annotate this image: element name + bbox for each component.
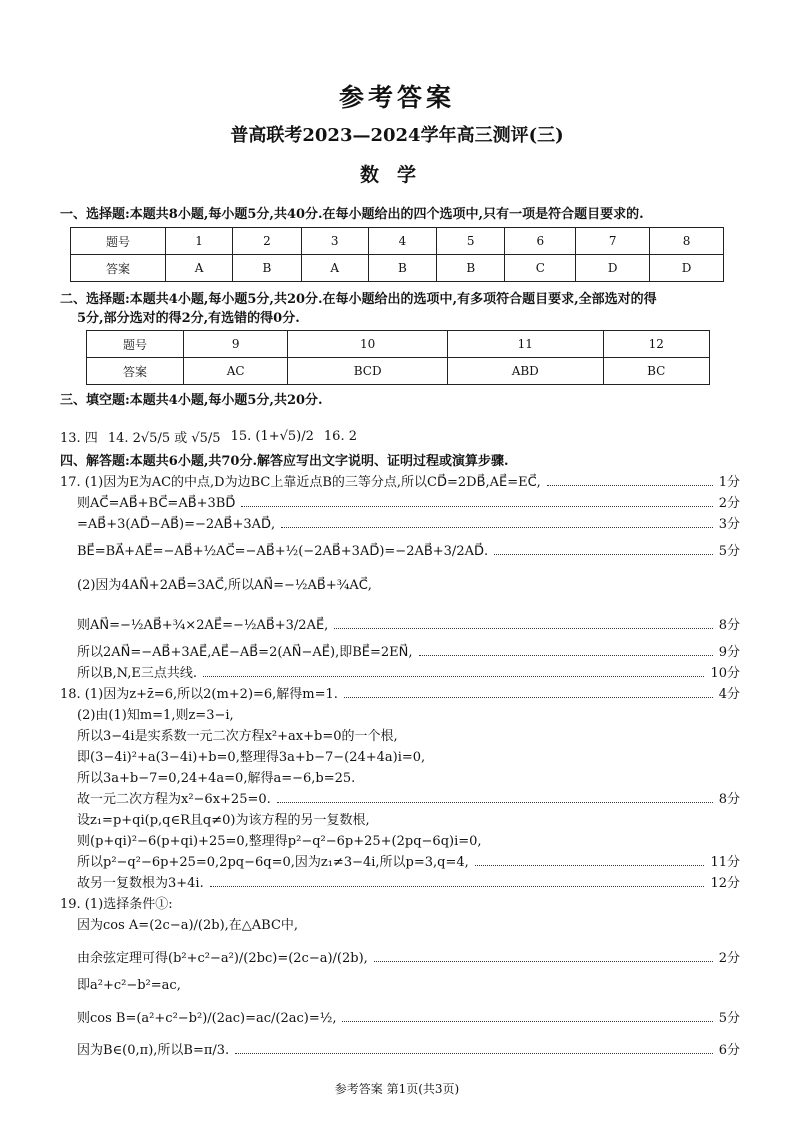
solution-line (77, 514, 740, 536)
dot-leader (374, 961, 713, 962)
table-cell: 11 (447, 331, 603, 358)
solution-text: BE⃗=BA⃗+AE⃗=−AB⃗+½AC⃗=−AB⃗+½(−2AB⃗+3AD⃗)=−2AB⃗+3/2AD⃗. (77, 544, 489, 559)
solution-line (77, 1040, 740, 1062)
solution-line (77, 831, 740, 853)
exam-subtitle: 普高联考2023—2024学年高三测评(三) (230, 125, 564, 146)
dot-leader (547, 485, 713, 486)
table-cell: B (368, 255, 436, 282)
solution-text: (2)由(1)知m=1,则z=3−i, (77, 708, 234, 723)
table-row (87, 331, 710, 358)
dot-leader (344, 697, 713, 698)
answer-14: 14. 2√5/5 或 √5/5 (107, 430, 221, 446)
table-cell: 9 (184, 331, 288, 358)
solution-line (77, 726, 740, 748)
section4-heading: 四、解答题:本题共6小题,共70分.解答应写出文字说明、证明过程或演算步骤. (60, 454, 509, 469)
table-row (71, 228, 724, 255)
dot-leader (342, 1021, 712, 1022)
solution-text: 即(3−4i)²+a(3−4i)+b=0,整理得3a+b−7−(24+4a)i=0, (77, 750, 426, 765)
solution-line (77, 663, 740, 685)
section2-heading-line1: 二、选择题:本题共4小题,每小题5分,共20分.在每小题给出的选项中,有多项符合题目要求,全部选对的得 (60, 292, 657, 307)
score-points: 6分 (718, 1043, 740, 1058)
table-cell: D (650, 255, 724, 282)
solution-text: 由余弦定理可得(b²+c²−a²)/(2bc)=(2c−a)/(2b), (77, 951, 368, 966)
fill-blank-answers (60, 422, 357, 450)
score-points: 3分 (718, 517, 740, 532)
solution-text: 故一元二次方程为x²−6x+25=0. (77, 792, 271, 807)
table-cell: 题号 (87, 331, 184, 358)
score-points: 9分 (718, 645, 740, 660)
table-cell: B (233, 255, 301, 282)
solution-text: 18. (1)因为z+z̄=6,所以2(m+2)=6,解得m=1. (60, 687, 338, 702)
table-cell: 答案 (71, 255, 166, 282)
table-cell: 5 (437, 228, 505, 255)
solution-text: 故另一复数根为3+4i. (77, 876, 204, 891)
score-points: 5分 (718, 1011, 740, 1026)
solution-text: 则(p+qi)²−6(p+qi)+25=0,整理得p²−q²−6p+25+(2pq−6q)i=0, (77, 834, 482, 849)
dot-leader (419, 655, 713, 656)
solution-line (77, 705, 740, 727)
table-cell: 10 (288, 331, 448, 358)
dot-leader (494, 554, 713, 555)
answer-16: 16. 2 (323, 428, 357, 444)
score-points: 1分 (718, 475, 740, 490)
table-cell: D (576, 255, 650, 282)
table-row (71, 255, 724, 282)
score-points: 2分 (718, 496, 740, 511)
solution-text: 则AN⃗=−½AB⃗+¾×2AE⃗=−½AB⃗+3/2AE⃗, (77, 618, 329, 633)
solution-line (77, 575, 740, 597)
solution-text: 所以3−4i是实系数一元二次方程x²+ax+b=0的一个根, (77, 729, 398, 744)
table-cell: 3 (301, 228, 368, 255)
table-cell: BC (603, 358, 709, 385)
section3-heading: 三、填空题:本题共4小题,每小题5分,共20分. (60, 393, 323, 408)
solution-text: 所以B,N,E三点共线. (77, 666, 197, 681)
solution-text: 因为cos A=(2c−a)/(2b),在△ABC中, (77, 918, 299, 933)
solution-line (77, 615, 740, 637)
table-row (87, 358, 710, 385)
table-cell: 1 (166, 228, 233, 255)
score-points: 10分 (710, 666, 740, 681)
score-points: 12分 (710, 876, 740, 891)
table-cell: A (301, 255, 368, 282)
solution-line (77, 873, 740, 895)
section1-heading: 一、选择题:本题共8小题,每小题5分,共40分.在每小题给出的四个选项中,只有一项是符合题目要求的. (60, 207, 644, 222)
score-points: 11分 (710, 855, 740, 870)
solution-line (77, 1008, 740, 1030)
table-cell: 4 (368, 228, 436, 255)
solution-line (77, 768, 740, 790)
table-cell: 6 (505, 228, 576, 255)
solution-line (60, 894, 740, 916)
solution-text: 所以p²−q²−6p+25=0,2pq−6q=0,因为z₁≠3−4i,所以p=3,q=4, (77, 855, 469, 870)
table-cell: A (166, 255, 233, 282)
dot-leader (241, 506, 712, 507)
dot-leader (281, 527, 713, 528)
dot-leader (475, 865, 705, 866)
section1-answer-table (70, 227, 724, 282)
table-cell: 7 (576, 228, 650, 255)
dot-leader (277, 802, 713, 803)
dot-leader (334, 628, 712, 629)
solution-line (77, 493, 740, 515)
solution-text: 则cos B=(a²+c²−b²)/(2ac)=ac/(2ac)=½, (77, 1011, 337, 1026)
answer-13: 13. 四 (60, 430, 98, 446)
subject-title: 数学 (359, 164, 434, 186)
dot-leader (203, 676, 704, 677)
table-cell: ABD (447, 358, 603, 385)
table-cell: AC (184, 358, 288, 385)
section2-heading-line2: 5分,部分选对的得2分,有选错的得0分. (77, 311, 300, 326)
dot-leader (210, 886, 705, 887)
solution-line (77, 810, 740, 832)
page-title: 参考答案 (338, 83, 455, 112)
solution-line (77, 915, 740, 937)
solution-text: (2)因为4AN⃗+2AB⃗=3AC⃗,所以AN⃗=−½AB⃗+¾AC⃗, (77, 578, 372, 593)
solution-line (77, 948, 740, 970)
solution-text: 19. (1)选择条件①: (60, 897, 173, 912)
table-cell: 题号 (71, 228, 166, 255)
score-points: 4分 (718, 687, 740, 702)
solution-text: =AB⃗+3(AD⃗−AB⃗)=−2AB⃗+3AD⃗, (77, 517, 276, 532)
solution-line (77, 747, 740, 769)
solution-text: 设z₁=p+qi(p,q∈R且q≠0)为该方程的另一复数根, (77, 813, 370, 828)
score-points: 2分 (718, 951, 740, 966)
score-points: 8分 (718, 618, 740, 633)
solution-text: 17. (1)因为E为AC的中点,D为边BC上靠近点B的三等分点,所以CD⃗=2DB⃗,AE⃗=EC⃗, (60, 475, 541, 490)
solution-text: 所以2AN⃗=−AB⃗+3AE⃗,AE⃗−AB⃗=2(AN⃗−AE⃗),即BE⃗=2EN⃗, (77, 645, 413, 660)
answer-15: 15. (1+√5)/2 (230, 428, 314, 444)
table-cell: C (505, 255, 576, 282)
table-cell: 2 (233, 228, 301, 255)
score-points: 5分 (718, 544, 740, 559)
table-cell: 8 (650, 228, 724, 255)
section2-answer-table (86, 330, 710, 385)
solution-text: 则AC⃗=AB⃗+BC⃗=AB⃗+3BD⃗ (77, 496, 236, 511)
table-cell: BCD (288, 358, 448, 385)
solution-text: 因为B∈(0,π),所以B=π/3. (77, 1043, 230, 1058)
solution-line (60, 684, 740, 706)
table-cell: 12 (603, 331, 709, 358)
page-footer: 参考答案 第1页(共3页) (334, 1082, 460, 1096)
solution-line (77, 541, 740, 563)
solution-text: 所以3a+b−7=0,24+4a=0,解得a=−6,b=25. (77, 771, 356, 786)
solution-line (77, 852, 740, 874)
score-points: 8分 (718, 792, 740, 807)
dot-leader (235, 1053, 713, 1054)
solution-text: 即a²+c²−b²=ac, (77, 978, 181, 993)
solution-line (60, 472, 740, 494)
solution-line (77, 975, 740, 997)
solution-line (77, 642, 740, 664)
solution-line (77, 789, 740, 811)
table-cell: B (437, 255, 505, 282)
table-cell: 答案 (87, 358, 184, 385)
